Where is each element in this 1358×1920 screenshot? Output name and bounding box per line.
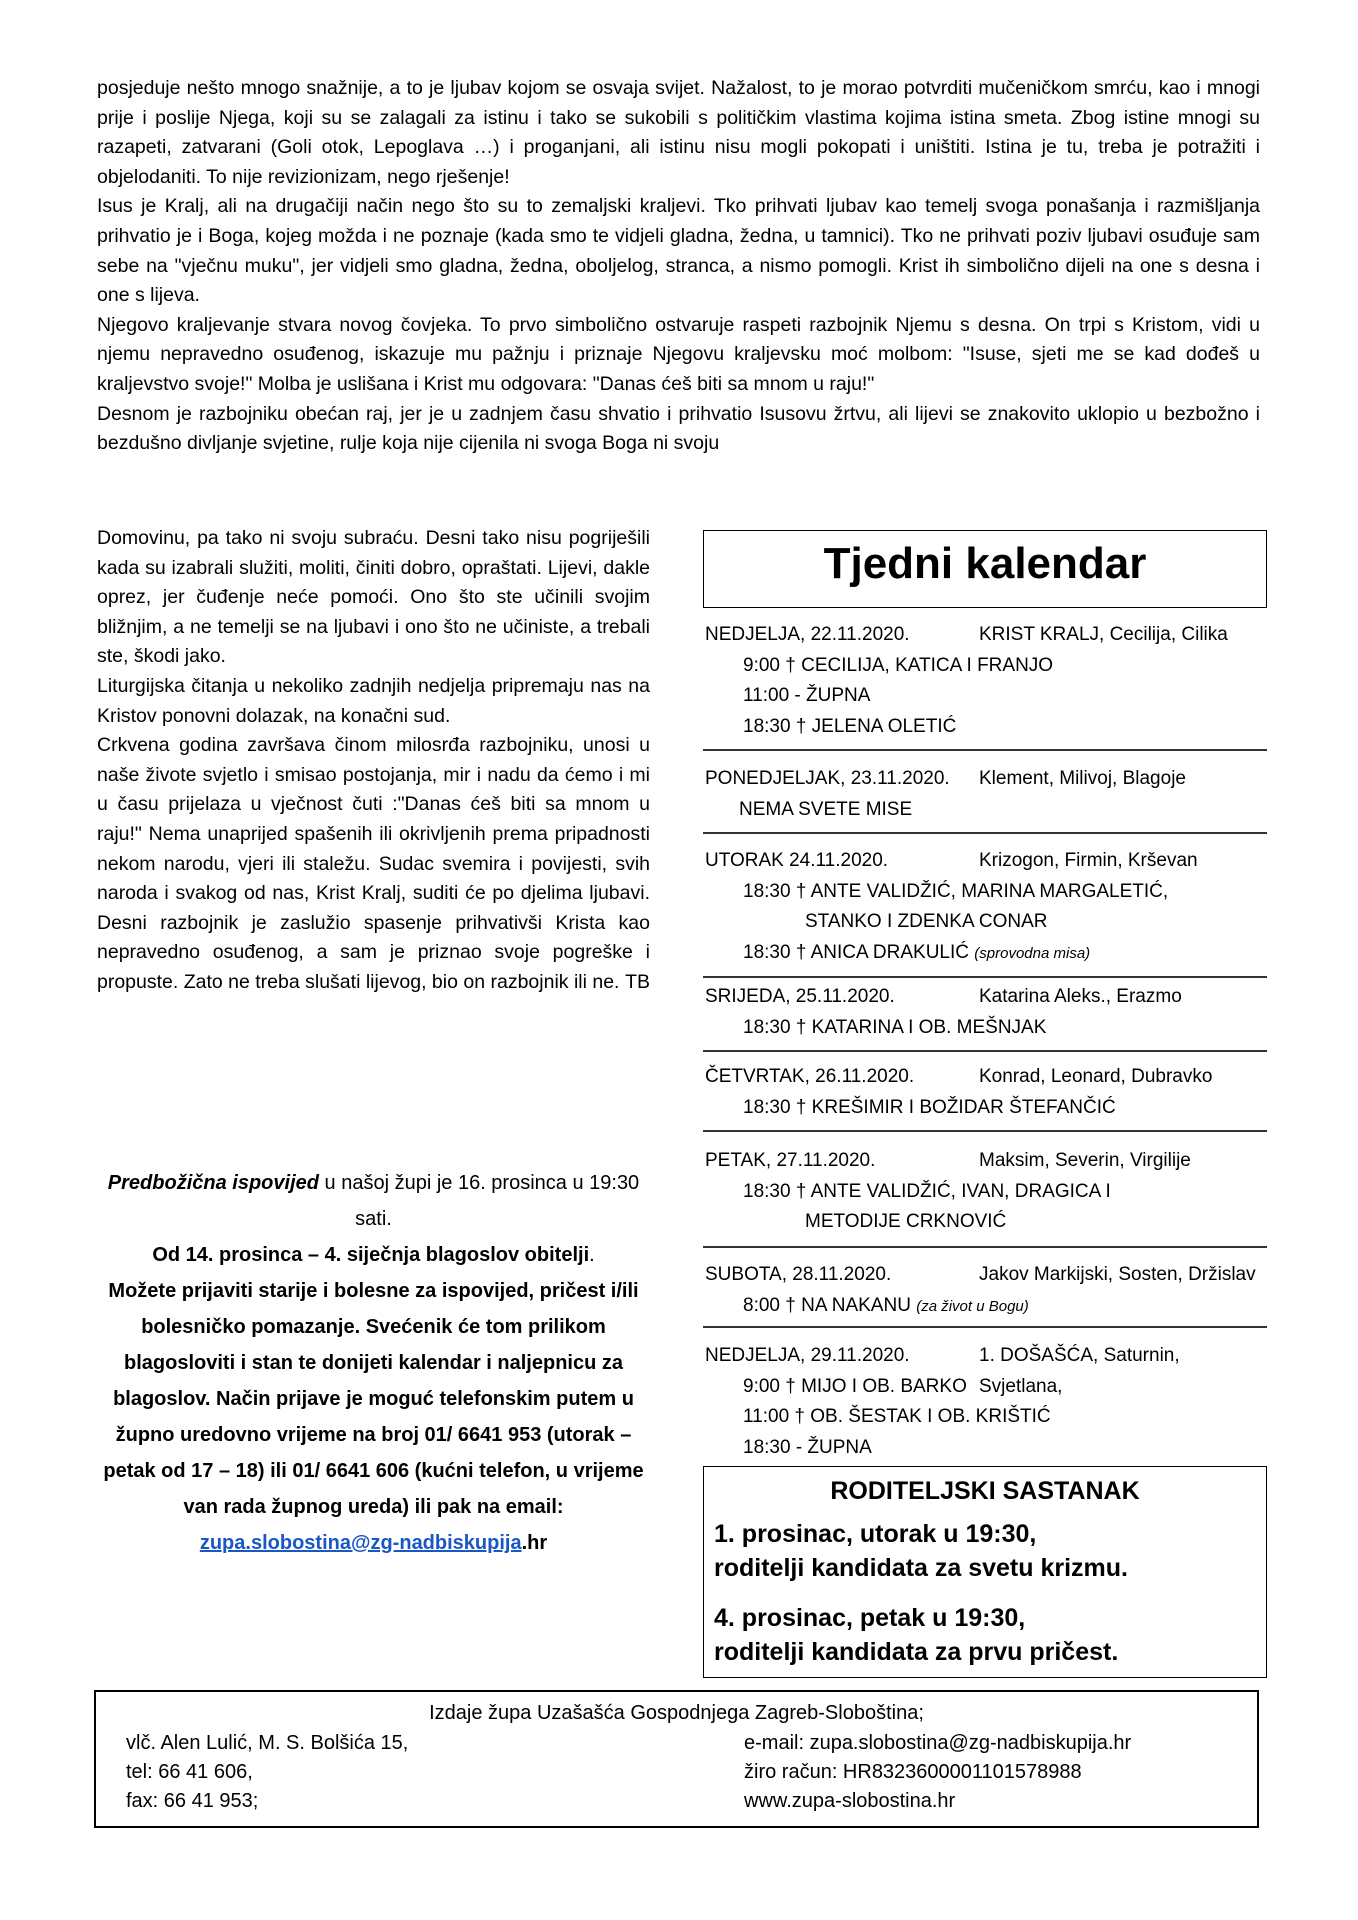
mass-entry bbox=[703, 938, 1267, 970]
article-paragraph bbox=[97, 731, 650, 997]
mass-text: 8:00 † NA NAKANU bbox=[743, 1294, 911, 1316]
day-date: NEDJELJA, 22.11.2020. bbox=[705, 624, 910, 645]
confession-notice bbox=[97, 1165, 650, 1561]
blessing-period: . bbox=[589, 1244, 595, 1266]
separator-line bbox=[703, 832, 1267, 834]
telephone: tel: 66 41 606, bbox=[126, 1761, 253, 1783]
mass-text: 18:30 † ANICA DRAKULIĆ bbox=[743, 941, 969, 963]
calendar-day bbox=[703, 982, 1267, 1043]
day-saints: Krizogon, Firmin, Krševan bbox=[979, 850, 1198, 871]
day-saints: Maksim, Severin, Virgilije bbox=[979, 1150, 1191, 1171]
calendar-day bbox=[703, 1341, 1267, 1463]
footer-imprint bbox=[94, 1690, 1259, 1828]
parents-meeting-box bbox=[703, 1466, 1267, 1678]
day-date: ČETVRTAK, 26.11.2020. bbox=[705, 1066, 915, 1087]
calendar-day bbox=[703, 620, 1267, 742]
mass-entry: 9:00 † CECILIJA, KATICA I FRANJO bbox=[743, 654, 1054, 676]
separator-line bbox=[703, 1050, 1267, 1052]
day-saints: KRIST KRALJ, Cecilija, Cilika bbox=[979, 624, 1228, 645]
email-link[interactable]: zupa.slobostina@zg-nadbiskupija bbox=[199, 1532, 522, 1554]
mass-entry: METODIJE CRKNOVIĆ bbox=[805, 1211, 1007, 1232]
separator-line bbox=[703, 1246, 1267, 1248]
calendar-title-box bbox=[703, 530, 1267, 608]
footer-email: e-mail: zupa.slobostina@zg-nadbiskupija.hr bbox=[744, 1732, 1132, 1754]
meeting-group-line: roditelji kandidata za prvu pričest. bbox=[714, 1638, 1119, 1666]
email-tail: .hr bbox=[521, 1532, 548, 1554]
separator-line bbox=[703, 1326, 1267, 1328]
blessing-title: Od 14. prosinca – 4. siječnja blagoslov obitelji bbox=[152, 1244, 590, 1266]
meeting-date-line: 1. prosinac, utorak u 19:30, bbox=[714, 1520, 1037, 1548]
confession-info bbox=[97, 1165, 650, 1237]
priest-address: vlč. Alen Lulić, M. S. Bolšića 15, bbox=[126, 1732, 409, 1754]
day-date: PONEDJELJAK, 23.11.2020. bbox=[705, 768, 950, 789]
mass-entry: 18:30 † ANTE VALIDŽIĆ, IVAN, DRAGICA I bbox=[743, 1180, 1111, 1202]
day-saints: Klement, Milivoj, Blagoje bbox=[979, 768, 1186, 789]
bank-account: žiro račun: HR8323600001101578988 bbox=[744, 1761, 1082, 1783]
calendar-day bbox=[703, 846, 1267, 969]
article-top bbox=[97, 74, 1260, 459]
day-date: PETAK, 27.11.2020. bbox=[705, 1150, 876, 1171]
mass-note: (za život u Bogu) bbox=[916, 1297, 1029, 1315]
day-date: UTORAK 24.11.2020. bbox=[705, 850, 889, 871]
fax: fax: 66 41 953; bbox=[126, 1790, 259, 1812]
calendar-day bbox=[703, 1062, 1267, 1123]
mass-entry: 9:00 † MIJO I OB. BARKO bbox=[743, 1375, 967, 1397]
mass-entry: 18:30 - ŽUPNA bbox=[743, 1436, 872, 1458]
mass-entry bbox=[703, 1291, 1267, 1323]
separator-line bbox=[703, 1130, 1267, 1132]
mass-entry: 18:30 † KREŠIMIR I BOŽIDAR ŠTEFANČIĆ bbox=[743, 1096, 1116, 1118]
meeting-group-line: roditelji kandidata za svetu krizmu. bbox=[714, 1554, 1129, 1582]
calendar-title: Tjedni kalendar bbox=[823, 539, 1147, 588]
day-date: SUBOTA, 28.11.2020. bbox=[705, 1264, 892, 1285]
author-signature: TB bbox=[625, 970, 650, 993]
calendar-day bbox=[703, 764, 1267, 825]
day-saints: 1. DOŠAŠĆA, Saturnin, Svjetlana, bbox=[979, 1345, 1180, 1397]
day-saints: Katarina Aleks., Erazmo bbox=[979, 986, 1182, 1007]
mass-entry: 18:30 † ANTE VALIDŽIĆ, MARINA MARGALETIĆ, bbox=[743, 880, 1169, 902]
separator-line bbox=[703, 749, 1267, 751]
mass-entry: NEMA SVETE MISE bbox=[739, 798, 913, 820]
blessing-details bbox=[97, 1273, 650, 1561]
article-paragraph: Domovinu, pa tako ni svoju subraću. Desni tako nisu pogriješili kada su izabrali služiti, moliti, činiti dobro, opraštati. Lijevi, dakle oprez, jer čuđenje neće pomoći. Ono što ste učinili svojim bližnjim, a ne temelji se na ljubavi i ono što ne učiniste, a trebali ste, škodi jako. bbox=[97, 527, 650, 668]
mass-entry: 11:00 † OB. ŠESTAK I OB. KRIŠTIĆ bbox=[743, 1406, 1051, 1427]
article-left-column bbox=[97, 524, 650, 998]
article-paragraph: posjeduje nešto mnogo snažnije, a to je ljubav kojom se osvaja svijet. Nažalost, to je morao potvrditi mučeničkom smrću, kao i mnogi prije i poslije Njega, koji su se zalagali za istinu i tako se sukobili s političkim vlastima kojima istina smeta. Zbog istine mnogi su razapeti, zatvarani (Goli otok, Lepoglava …) i proganjani, ali istinu nisu mogli pokopati i uništiti. Istina je tu, treba je potražiti i objelodaniti. To nije revizionizam, nego rješenje! bbox=[97, 77, 1260, 188]
article-paragraph: Desnom je razbojniku obećan raj, jer je u zadnjem času shvatio i prihvatio Isusovu žrtvu, ali lijevi se znakovito uklopio u bezbožno i bezdušno divljanje svjetine, rulje koja nije cijenila ni svoga Boga ni svoju bbox=[97, 402, 1260, 455]
mass-entry: 18:30 † JELENA OLETIĆ bbox=[743, 715, 957, 737]
mass-note: (sprovodna misa) bbox=[974, 944, 1091, 962]
parents-meeting-title: RODITELJSKI SASTANAK bbox=[830, 1477, 1140, 1505]
mass-entry: 18:30 † KATARINA I OB. MEŠNJAK bbox=[743, 1016, 1047, 1038]
publisher-line: Izdaje župa Uzašašća Gospodnjega Zagreb-Sloboština; bbox=[429, 1702, 924, 1724]
blessing-info bbox=[97, 1237, 650, 1273]
article-text: Crkvena godina završava činom milosrđa razbojniku, unosi u naše živote svjetlo i smisao postojanja, mir i nadu da ćemo i mi u času prijelaza u vječnost čuti :"Danas ćeš biti sa mnom u raju!" Nema unaprijed spašenih ili okrivljenih prema pripadnosti nekom narodu, vjeri ili staležu. Sudac svemira i povijesti, svih naroda i svakog od nas, Krist Kralj, suditi će po djelima ljubavi. Desni razbojnik je zaslužio spasenje prihvativši Krista kao nepravedno osuđenog, a sam je priznao svoje pogreške i propuste. Zato ne treba slušati lijevog, bio on razbojnik ili ne. bbox=[97, 734, 650, 993]
mass-entry: STANKO I ZDENKA CONAR bbox=[805, 911, 1048, 932]
blessing-details-text: Možete prijaviti starije i bolesne za ispovijed, pričest i/ili bolesničko pomazanje. Svećenik će tom prilikom blagosloviti i stan te donijeti kalendar i naljepnicu za blagoslov. Način prijave je moguć telefonskim putem u župno uredovno vrijeme na broj 01/ 6641 953 (utorak – petak od 17 – 18) ili 01/ 6641 606 (kućni telefon, u vrijeme van rada župnog ureda) ili pak na email: bbox=[103, 1280, 644, 1518]
website: www.zupa-slobostina.hr bbox=[744, 1790, 956, 1812]
day-saints: Konrad, Leonard, Dubravko bbox=[979, 1066, 1213, 1087]
separator-line bbox=[703, 976, 1267, 978]
meeting-date-line: 4. prosinac, petak u 19:30, bbox=[714, 1604, 1026, 1632]
confession-date: u našoj župi je 16. prosinca u 19:30 sati. bbox=[318, 1172, 640, 1230]
calendar-day bbox=[703, 1260, 1267, 1322]
day-date: NEDJELJA, 29.11.2020. bbox=[705, 1345, 910, 1366]
day-saints: Jakov Markijski, Sosten, Držislav bbox=[979, 1264, 1256, 1285]
article-paragraph: Liturgijska čitanja u nekoliko zadnjih nedjelja pripremaju nas na Kristov ponovni dolazak, na konačni sud. bbox=[97, 674, 650, 727]
confession-title: Predbožična ispovijed bbox=[107, 1172, 319, 1194]
mass-entry: 11:00 - ŽUPNA bbox=[743, 685, 871, 706]
article-paragraph: Isus je Kralj, ali na drugačiji način nego što su to zemaljski kraljevi. Tko prihvati ljubav kao temelj svoga ponašanja i razmišljanja prihvatio je i Boga, kojeg možda i ne poznaje (kada smo te vidjeli gladna, žedna, u tamnici). Tko ne prihvati poziv ljubavi osuđuje sam sebe na "vječnu muku", jer vidjeli smo gladna, žedna, oboljelog, stranca, a nismo pomogli. Krist ih simbolično dijeli na one s desna i one s lijeva. bbox=[97, 195, 1260, 307]
calendar-day bbox=[703, 1146, 1267, 1238]
article-paragraph: Njegovo kraljevanje stvara novog čovjeka. To prvo simbolično ostvaruje raspeti razbojnik Njemu s desna. On trpi s Kristom, vidi u njemu nepravedno osuđenog, iskazuje mu pažnju i priznaje Njegovu kraljevsku moć molbom: "Isuse, sjeti me se kad dođeš u kraljevstvo svoje!" Molba je uslišana i Krist mu odgovara: "Danas ćeš biti sa mnom u raju!" bbox=[97, 313, 1260, 395]
day-date: SRIJEDA, 25.11.2020. bbox=[705, 986, 895, 1007]
